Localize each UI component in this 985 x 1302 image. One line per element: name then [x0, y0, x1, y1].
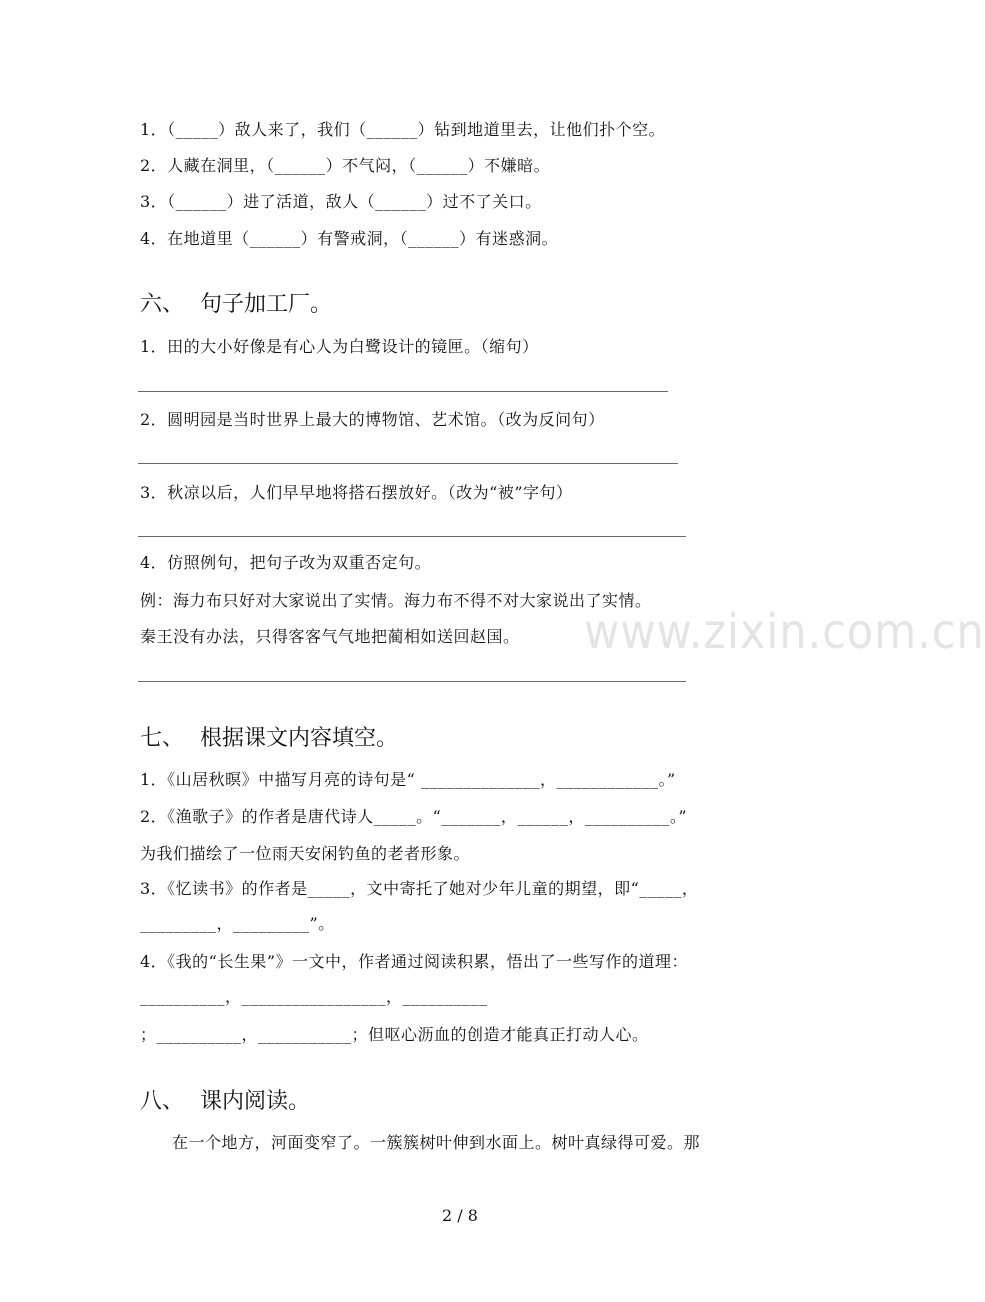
section8-number: 八、 [140, 1089, 185, 1114]
section5-item-4: 4．在地道里（______）有警戒洞，（______）有迷惑洞。 [140, 229, 559, 248]
section6-item-3: 3．秋凉以后，人们早早地将搭石摆放好。（改为“被”字句） [140, 483, 573, 502]
section8-heading [140, 1088, 310, 1116]
page-number: 2 / 8 [442, 1206, 478, 1225]
section7-number: 七、 [140, 726, 185, 751]
section7-title: 根据课文内容填空。 [200, 726, 399, 751]
section7-line-3: 为我们描绘了一位雨天安闲钓鱼的老者形象。 [140, 844, 471, 863]
section7-line-7: __________，_________________，__________ [140, 987, 488, 1006]
watermark: www.zixin.com.cn [584, 604, 985, 660]
section6-title: 句子加工厂。 [200, 292, 333, 317]
section6-task: 秦王没有办法，只得客客气气地把蔺相如送回赵国。 [140, 627, 520, 646]
section5-item-2: 2．人藏在洞里，（______）不气闷，（______）不嫌暗。 [140, 156, 551, 175]
section6-item-2: 2．圆明园是当时世界上最大的博物馆、艺术馆。（改为反问句） [140, 410, 605, 429]
answer-line-3[interactable] [138, 536, 686, 537]
section7-line-2: 2．《渔歌子》的作者是唐代诗人_____。“_______，______，__________。” [140, 807, 688, 826]
section5-item-1: 1．（_____）敌人来了，我们（______）钻到地道里去，让他们扑个空。 [140, 120, 666, 139]
section6-item-4: 4．仿照例句，把句子改为双重否定句。 [140, 553, 432, 572]
answer-line-1[interactable] [138, 391, 668, 392]
section7-line-6: 4．《我的“长生果”》一文中，作者通过阅读积累，悟出了一些写作的道理： [140, 952, 689, 971]
section7-heading [140, 725, 398, 753]
section7-line-4: 3．《忆读书》的作者是_____，文中寄托了她对少年儿童的期望，即“_____， [140, 879, 699, 898]
answer-line-2[interactable] [138, 463, 678, 464]
answer-line-4[interactable] [138, 681, 686, 682]
section8-paragraph: 在一个地方，河面变窄了。一簇簇树叶伸到水面上。树叶真绿得可爱。那 [172, 1133, 701, 1152]
section7-line-8: ；__________，___________；但呕心沥血的创造才能真正打动人心。 [140, 1025, 649, 1044]
section8-title: 课内阅读。 [200, 1089, 311, 1114]
section7-line-5: _________，_________”。 [140, 914, 335, 933]
section5-item-3: 3．（______）进了活道，敌人（______）过不了关口。 [140, 192, 542, 211]
section6-example: 例：海力布只好对大家说出了实情。海力布不得不对大家说出了实情。 [140, 591, 652, 610]
section6-item-1: 1．田的大小好像是有心人为白鹭设计的镜匣。（缩句） [140, 337, 539, 356]
section6-number: 六、 [140, 292, 185, 317]
section7-line-1: 1．《山居秋暝》中描写月亮的诗句是“ ______________，____________。” [140, 770, 676, 789]
section6-heading [140, 291, 332, 319]
